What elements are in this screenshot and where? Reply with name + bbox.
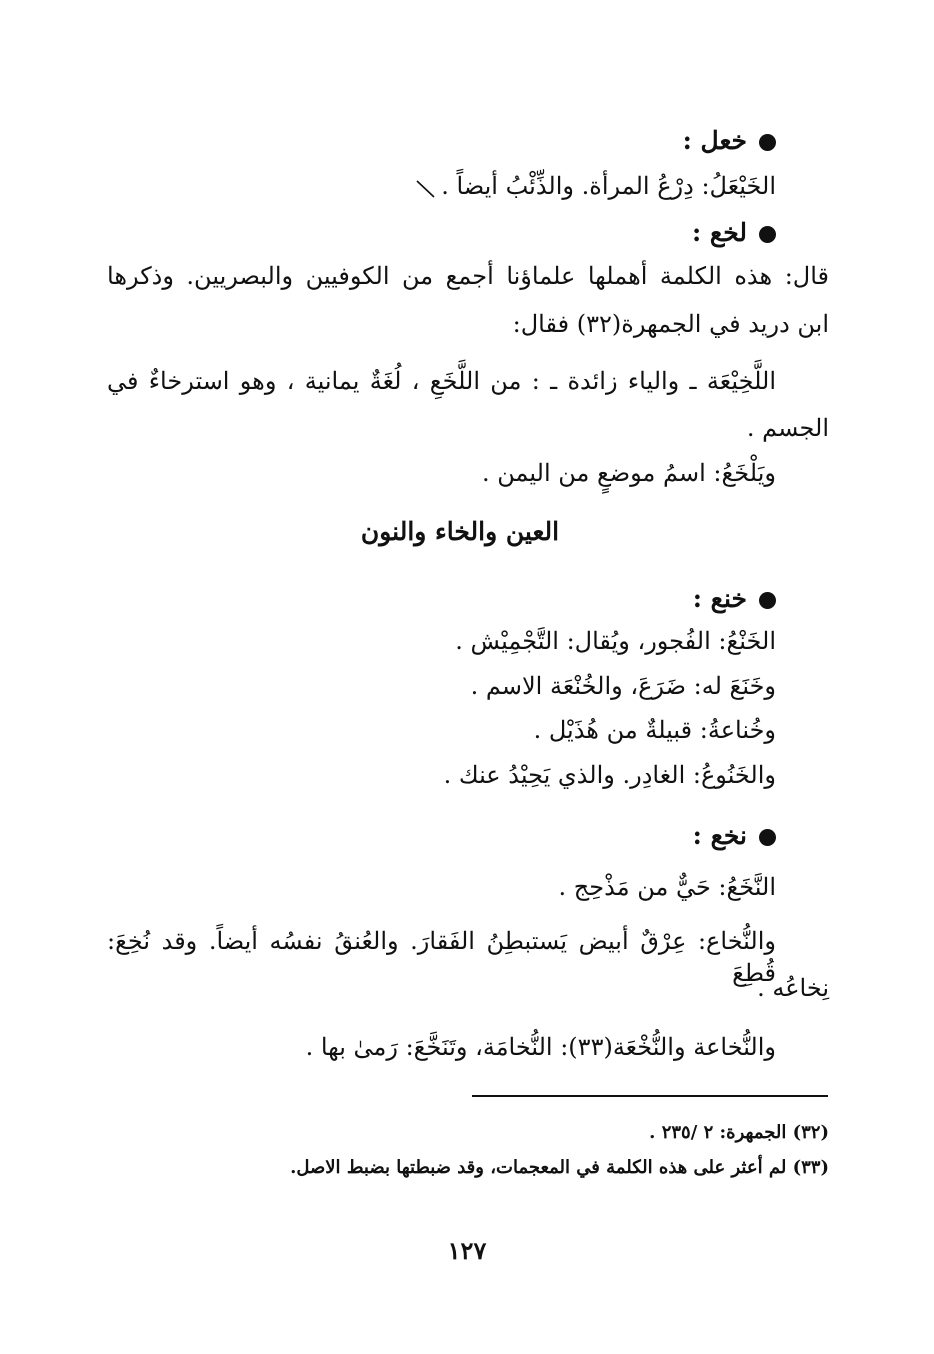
stroke-mark-icon	[415, 178, 437, 200]
definition-line: قال: هذه الكلمة أهملها علماؤنا أجمع من الكوفيين والبصريين. وذكرها	[107, 262, 829, 290]
definition-line: والخَنُوعُ: الغادِر. والذي يَحِيْدُ عنك .	[443, 761, 776, 789]
definition-line: ويَلْخَعُ: اسمُ موضعٍ من اليمن .	[482, 459, 776, 487]
definition-line: وخُناعةُ: قبيلةٌ من هُذَيْل .	[533, 716, 776, 744]
entry-heading-text: خعل :	[682, 126, 747, 155]
definition-line: النَّخَعُ: حَيٌّ من مَذْحِج .	[558, 873, 776, 901]
definition-line: الخَنْعُ: الفُجور، ويُقال: التَّجْمِيْش .	[455, 627, 776, 655]
bullet-icon	[759, 134, 776, 151]
entry-heading-khan	[693, 583, 776, 615]
section-title: العين والخاء والنون	[360, 517, 560, 546]
entry-heading-text: نخع :	[692, 821, 747, 850]
footnote-divider	[472, 1095, 828, 1097]
entry-heading-khal	[683, 125, 776, 157]
definition-line: والنُّخاع: عِرْقٌ أبيض يَستبطِنُ الفَقارَ. والعُنقُ نفسُه أيضاً. وقد نُخِعَ: قُطِعَ	[107, 927, 776, 987]
entry-heading-text: خنع :	[692, 584, 747, 613]
entry-heading-nakh	[693, 820, 776, 852]
entry-heading-lakh	[692, 217, 776, 249]
bullet-icon	[759, 592, 776, 609]
definition-line: اللَّخِيْعَة ـ والياء زائدة ـ : من اللَّخَعِ ، لُغَةٌ يمانية ، وهو استرخاءٌ في	[107, 367, 776, 395]
footnote-32: (٣٢) الجمهرة: ٢ /٢٣٥ .	[649, 1122, 829, 1143]
footnote-33: (٣٣) لم أعثر على هذه الكلمة في المعجمات، وقد ضبطتها بضبط الاصل.	[290, 1157, 829, 1178]
bullet-icon	[759, 226, 776, 243]
definition-line: والنُّخاعة والنُّخْعَة(٣٣): النُّخامَة، وتَنَخَّعَ: رَمىٰ بها .	[305, 1033, 776, 1061]
bullet-icon	[759, 829, 776, 846]
page-number: ١٢٧	[447, 1236, 487, 1265]
definition-line: الجسم .	[746, 414, 829, 442]
definition-line: وخَنَعَ له: ضَرَعَ، والخُنْعَة الاسم .	[470, 672, 776, 700]
definition-line: نِخاعُه .	[757, 974, 829, 1002]
entry-heading-text: لخع :	[692, 218, 747, 247]
definition-line: الخَيْعَلُ: دِرْعُ المرأة. والذِّئْبُ أيضاً .	[441, 172, 776, 200]
definition-line: ابن دريد في الجمهرة(٣٢) فقال:	[512, 310, 829, 338]
